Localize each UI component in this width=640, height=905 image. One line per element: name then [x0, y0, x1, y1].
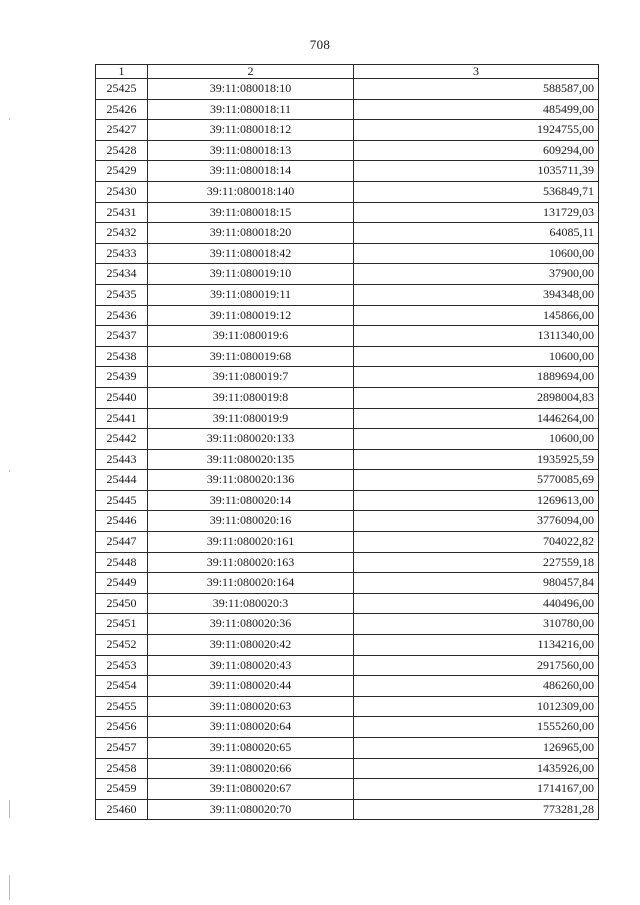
row-number-cell: 25433 — [96, 243, 148, 264]
cadastral-value-cell: 10600,00 — [354, 429, 599, 450]
scan-margin-mark — [9, 470, 10, 472]
table-row — [96, 449, 599, 470]
table-row — [96, 99, 599, 120]
cadastral-number-cell: 39:11:080018:12 — [148, 120, 354, 141]
row-number-cell: 25431 — [96, 202, 148, 223]
cadastral-value-cell: 131729,03 — [354, 202, 599, 223]
cadastral-number-cell: 39:11:080020:66 — [148, 758, 354, 779]
scan-margin-mark — [9, 118, 10, 120]
row-number-cell: 25454 — [96, 676, 148, 697]
table-row — [96, 223, 599, 244]
row-number-cell: 25437 — [96, 326, 148, 347]
scan-margin-mark — [9, 875, 10, 900]
cadastral-number-cell: 39:11:080020:16 — [148, 511, 354, 532]
row-number-cell: 25449 — [96, 573, 148, 594]
table-row — [96, 676, 599, 697]
cadastral-number-cell: 39:11:080020:42 — [148, 635, 354, 656]
cadastral-number-cell: 39:11:080020:135 — [148, 449, 354, 470]
row-number-cell: 25438 — [96, 346, 148, 367]
column-header-2: 2 — [148, 65, 354, 79]
table-row — [96, 202, 599, 223]
cadastral-number-cell: 39:11:080019:6 — [148, 326, 354, 347]
cadastral-number-cell: 39:11:080020:67 — [148, 779, 354, 800]
cadastral-number-cell: 39:11:080018:15 — [148, 202, 354, 223]
row-number-cell: 25427 — [96, 120, 148, 141]
row-number-cell: 25440 — [96, 387, 148, 408]
cadastral-value-cell: 980457,84 — [354, 573, 599, 594]
cadastral-number-cell: 39:11:080020:161 — [148, 532, 354, 553]
table-row — [96, 284, 599, 305]
cadastral-value-cell: 37900,00 — [354, 264, 599, 285]
row-number-cell: 25450 — [96, 593, 148, 614]
cadastral-number-cell: 39:11:080020:163 — [148, 552, 354, 573]
table-row — [96, 552, 599, 573]
table-row — [96, 511, 599, 532]
cadastral-number-cell: 39:11:080019:10 — [148, 264, 354, 285]
row-number-cell: 25429 — [96, 161, 148, 182]
column-header-3: 3 — [354, 65, 599, 79]
row-number-cell: 25430 — [96, 181, 148, 202]
scan-margin-mark — [9, 800, 10, 818]
table-row — [96, 758, 599, 779]
table-row — [96, 326, 599, 347]
table-row — [96, 470, 599, 491]
cadastral-value-cell: 1714167,00 — [354, 779, 599, 800]
cadastral-value-cell: 536849,71 — [354, 181, 599, 202]
cadastral-value-cell: 609294,00 — [354, 140, 599, 161]
cadastral-number-cell: 39:11:080018:13 — [148, 140, 354, 161]
cadastral-number-cell: 39:11:080018:11 — [148, 99, 354, 120]
row-number-cell: 25451 — [96, 614, 148, 635]
row-number-cell: 25428 — [96, 140, 148, 161]
cadastral-number-cell: 39:11:080020:65 — [148, 738, 354, 759]
table-row — [96, 717, 599, 738]
cadastral-number-cell: 39:11:080018:140 — [148, 181, 354, 202]
row-number-cell: 25425 — [96, 79, 148, 100]
row-number-cell: 25453 — [96, 655, 148, 676]
table-row — [96, 408, 599, 429]
cadastral-value-cell: 64085,11 — [354, 223, 599, 244]
cadastral-number-cell: 39:11:080020:70 — [148, 799, 354, 820]
column-header-1: 1 — [96, 65, 148, 79]
row-number-cell: 25444 — [96, 470, 148, 491]
row-number-cell: 25443 — [96, 449, 148, 470]
table-row — [96, 593, 599, 614]
row-number-cell: 25442 — [96, 429, 148, 450]
table-row — [96, 779, 599, 800]
cadastral-number-cell: 39:11:080020:133 — [148, 429, 354, 450]
cadastral-number-cell: 39:11:080020:64 — [148, 717, 354, 738]
cadastral-value-cell: 440496,00 — [354, 593, 599, 614]
cadastral-value-cell: 2898004,83 — [354, 387, 599, 408]
cadastral-value-cell: 145866,00 — [354, 305, 599, 326]
table-row — [96, 161, 599, 182]
cadastral-number-cell: 39:11:080018:14 — [148, 161, 354, 182]
row-number-cell: 25448 — [96, 552, 148, 573]
cadastral-value-cell: 227559,18 — [354, 552, 599, 573]
cadastral-value-cell: 10600,00 — [354, 346, 599, 367]
header-row — [96, 65, 599, 79]
table-row — [96, 429, 599, 450]
table-row — [96, 305, 599, 326]
table-row — [96, 181, 599, 202]
table-row — [96, 243, 599, 264]
cadastral-number-cell: 39:11:080020:3 — [148, 593, 354, 614]
cadastral-value-cell: 1035711,39 — [354, 161, 599, 182]
cadastral-number-cell: 39:11:080019:12 — [148, 305, 354, 326]
row-number-cell: 25432 — [96, 223, 148, 244]
cadastral-value-cell: 1889694,00 — [354, 367, 599, 388]
cadastral-value-cell: 126965,00 — [354, 738, 599, 759]
row-number-cell: 25445 — [96, 490, 148, 511]
row-number-cell: 25457 — [96, 738, 148, 759]
cadastral-value-cell: 310780,00 — [354, 614, 599, 635]
table-row — [96, 367, 599, 388]
table-row — [96, 635, 599, 656]
table-row — [96, 387, 599, 408]
cadastral-number-cell: 39:11:080018:42 — [148, 243, 354, 264]
cadastral-value-cell: 1012309,00 — [354, 696, 599, 717]
cadastral-value-cell: 1269613,00 — [354, 490, 599, 511]
table-row — [96, 120, 599, 141]
cadastral-value-cell: 1935925,59 — [354, 449, 599, 470]
table-row — [96, 264, 599, 285]
cadastral-number-cell: 39:11:080020:14 — [148, 490, 354, 511]
cadastral-number-cell: 39:11:080019:8 — [148, 387, 354, 408]
row-number-cell: 25460 — [96, 799, 148, 820]
cadastral-number-cell: 39:11:080020:44 — [148, 676, 354, 697]
cadastral-number-cell: 39:11:080018:20 — [148, 223, 354, 244]
table-row — [96, 696, 599, 717]
cadastral-value-cell: 1555260,00 — [354, 717, 599, 738]
table-row — [96, 614, 599, 635]
row-number-cell: 25435 — [96, 284, 148, 305]
table-row — [96, 140, 599, 161]
row-number-cell: 25434 — [96, 264, 148, 285]
cadastral-value-cell: 1311340,00 — [354, 326, 599, 347]
cadastral-value-cell: 1446264,00 — [354, 408, 599, 429]
page-number: 708 — [309, 37, 331, 52]
cadastral-number-cell: 39:11:080020:63 — [148, 696, 354, 717]
table-row — [96, 738, 599, 759]
cadastral-number-cell: 39:11:080019:9 — [148, 408, 354, 429]
cadastral-number-cell: 39:11:080018:10 — [148, 79, 354, 100]
table-row — [96, 573, 599, 594]
row-number-cell: 25447 — [96, 532, 148, 553]
cadastral-value-cell: 1924755,00 — [354, 120, 599, 141]
cadastral-number-cell: 39:11:080020:136 — [148, 470, 354, 491]
row-number-cell: 25452 — [96, 635, 148, 656]
row-number-cell: 25456 — [96, 717, 148, 738]
cadastral-value-cell: 3776094,00 — [354, 511, 599, 532]
table-row — [96, 655, 599, 676]
row-number-cell: 25436 — [96, 305, 148, 326]
row-number-cell: 25446 — [96, 511, 148, 532]
table-row — [96, 532, 599, 553]
row-number-cell: 25455 — [96, 696, 148, 717]
cadastral-value-cell: 773281,28 — [354, 799, 599, 820]
cadastral-number-cell: 39:11:080019:11 — [148, 284, 354, 305]
table-header — [96, 65, 599, 79]
cadastral-value-cell: 394348,00 — [354, 284, 599, 305]
cadastral-value-cell: 10600,00 — [354, 243, 599, 264]
row-number-cell: 25459 — [96, 779, 148, 800]
cadastral-value-cell: 485499,00 — [354, 99, 599, 120]
cadastral-value-cell: 486260,00 — [354, 676, 599, 697]
cadastral-number-cell: 39:11:080020:164 — [148, 573, 354, 594]
cadastral-value-table — [95, 64, 599, 820]
row-number-cell: 25439 — [96, 367, 148, 388]
cadastral-number-cell: 39:11:080020:36 — [148, 614, 354, 635]
cadastral-number-cell: 39:11:080019:7 — [148, 367, 354, 388]
cadastral-number-cell: 39:11:080019:68 — [148, 346, 354, 367]
row-number-cell: 25441 — [96, 408, 148, 429]
cadastral-value-cell: 704022,82 — [354, 532, 599, 553]
table-row — [96, 79, 599, 100]
table-row — [96, 346, 599, 367]
cadastral-value-cell: 1435926,00 — [354, 758, 599, 779]
cadastral-value-cell: 5770085,69 — [354, 470, 599, 491]
table-row — [96, 490, 599, 511]
row-number-cell: 25426 — [96, 99, 148, 120]
cadastral-value-cell: 588587,00 — [354, 79, 599, 100]
table-body — [96, 79, 599, 820]
row-number-cell: 25458 — [96, 758, 148, 779]
cadastral-number-cell: 39:11:080020:43 — [148, 655, 354, 676]
table-row — [96, 799, 599, 820]
cadastral-value-cell: 2917560,00 — [354, 655, 599, 676]
cadastral-value-cell: 1134216,00 — [354, 635, 599, 656]
